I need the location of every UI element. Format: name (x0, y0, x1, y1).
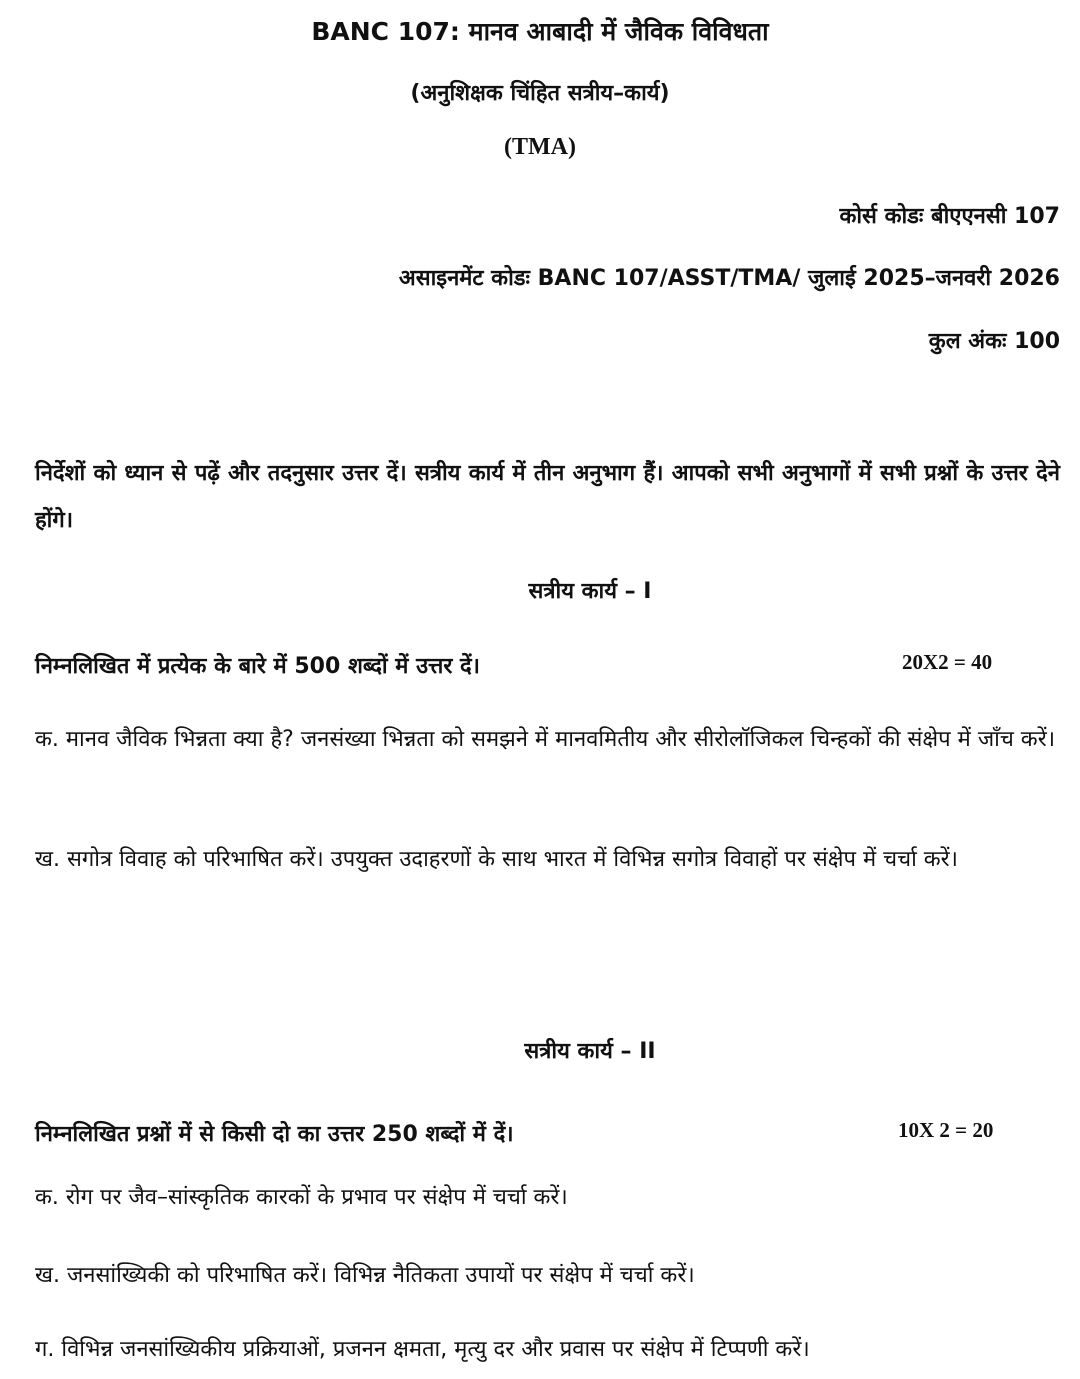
section-1-marks: 20X2 = 40 (902, 650, 993, 674)
document-subtitle: (अनुशिक्षक चिंहित सत्रीय–कार्य) (410, 81, 670, 106)
section-1-question-b: ख. सगोत्र विवाह को परिभाषित करें। उपयुक्त उदाहरणों के साथ भारत में विभिन्न सगोत्र विवाहों पर संक्षेप में चर्चा करें। (35, 847, 959, 872)
section-1-question-a: क. मानव जैविक भिन्नता क्या है? जनसंख्या भिन्नता को समझने में मानवमितीय और सीरोलॉजिकल चिन्हकों की संक्षेप में जाँच करें। (35, 727, 1056, 752)
course-code: कोर्स कोडः बीएएनसी 107 (839, 204, 1060, 229)
document-title: BANC 107: मानव आबादी में जैविक विविधता (311, 17, 769, 46)
section-2-prompt-row (35, 1118, 1060, 1148)
section-2-question-b: ख. जनसांख्यिकी को परिभाषित करें। विभिन्न नैतिकता उपायों पर संक्षेप में चर्चा करें। (35, 1263, 695, 1288)
assignment-code: असाइनमेंट कोडः BANC 107/ASST/TMA/ जुलाई 2025–जनवरी 2026 (398, 266, 1060, 291)
section-1-prompt-row (35, 650, 1060, 680)
section-2-marks: 10X 2 = 20 (898, 1118, 994, 1142)
section-2-question-a: क. रोग पर जैव–सांस्कृतिक कारकों के प्रभाव पर संक्षेप में चर्चा करें। (35, 1185, 568, 1210)
tma-label: (TMA) (504, 134, 576, 160)
total-marks: कुल अंकः 100 (928, 329, 1060, 354)
section-2-prompt: निम्नलिखित प्रश्नों में से किसी दो का उत्तर 250 शब्दों में दें। (35, 1122, 514, 1147)
section-1-heading: सत्रीय कार्य – I (528, 579, 652, 604)
instructions: निर्देशों को ध्यान से पढ़ें और तदनुसार उत्तर दें। सत्रीय कार्य में तीन अनुभाग हैं। आपको सभी अनुभागों में सभी प्रश्नों के उत्तर देने होंगे। (35, 461, 1060, 533)
section-2-question-c: ग. विभिन्न जनसांख्यिकीय प्रक्रियाओं, प्रजनन क्षमता, मृत्यु दर और प्रवास पर संक्षेप में टिप्पणी करें। (35, 1337, 810, 1362)
section-2-heading: सत्रीय कार्य – II (524, 1039, 656, 1064)
section-1-prompt: निम्नलिखित में प्रत्येक के बारे में 500 शब्दों में उत्तर दें। (35, 654, 481, 679)
